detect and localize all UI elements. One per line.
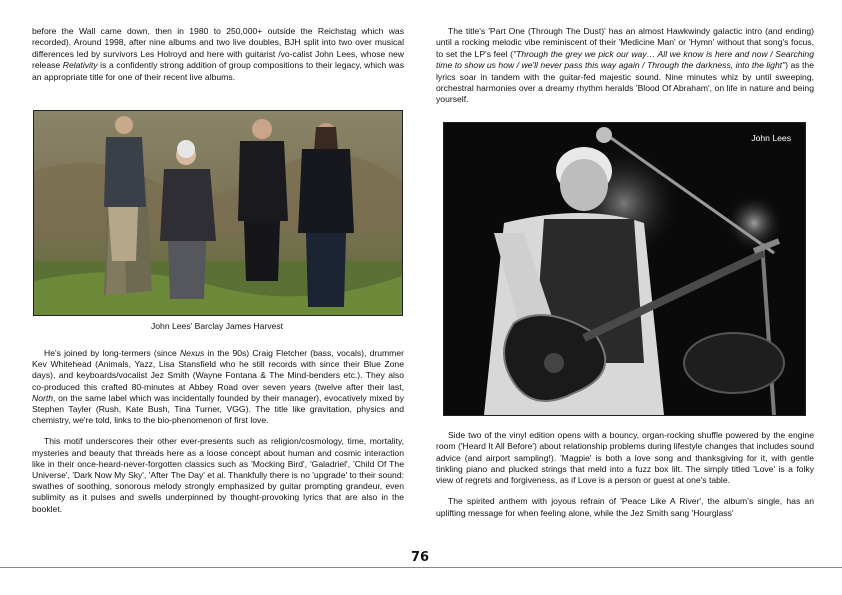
live-photo-label: John Lees xyxy=(751,133,791,143)
peace-paragraph: The spirited anthem with joyous refrain of 'Peace Like A River', the album's single, has an uplifting message for when feeling alone, while the Jez Smith sang 'Hourglass' xyxy=(436,496,814,518)
motif-paragraph: This motif underscores their other ever-presents such as religion/cosmology, time, mortality, mysteries and beauty that threads here as a loose concept about human and cosmic interaction like in their once-heard-never-forgotten classics such as 'Mocking Bird', 'Galadriel', 'Child Of The Universe', 'Dark Now My Sky', 'After The Day' et al. Thankfully there is no 'upgrade' to their sound: swathes of soothing, sonorous melody strongly emphasized by guitar prompting grandeur, even sublimity as it pulses and swells underpinned by thought-provoking lyrics that are also in the booklet. xyxy=(32,436,404,514)
left-column-intro xyxy=(32,26,404,93)
part-one-paragraph: The title's 'Part One (Through The Dust)' has an almost Hawkwindy galactic intro (and ending) until a rocking melodic vibe reminiscent of their 'Medicine Man' or 'Hymn' without that song's focus, to set the LP's feel ("Through the grey we pick our way… All we know is here and now / Searching time to show us how / we'll never pass this way again / Through the darkness, into the light") as the lyrics soar in tandem with the guitar-fed majestic sound. Nine minutes whiz by until sweeping, orchestral harmonies over a dreamy rhythm heralds 'Blood Of Abraham', on life in nature and being yourself. xyxy=(436,26,814,105)
band-photo-caption: John Lees' Barclay James Harvest xyxy=(150,321,284,331)
live-photo xyxy=(443,122,806,416)
footer-rule xyxy=(0,567,842,568)
side-two-paragraph: Side two of the vinyl edition opens with a bouncy, organ-rocking shuffle powered by the engine room ('Heard It All Before') about relationship problems during lifestyle changes that includes sound advice (and airport sampling!). 'Magpie' is both a love song and thanksgiving for it, with gentle tinkling piano and plucked strings that meld into a fuzz box lilt. The simply titled 'Love' is a folky view of regrets and forgiveness, as if Love is a person or guest at one's table. xyxy=(436,430,814,486)
band-photo xyxy=(33,110,403,316)
right-column-body xyxy=(436,430,814,529)
right-column-intro xyxy=(436,26,814,116)
live-photo-illustration xyxy=(444,123,805,415)
band-photo-illustration xyxy=(34,111,402,315)
page-number: 76 xyxy=(410,550,430,565)
intro-paragraph: before the Wall came down, then in 1980 to 250,000+ outside the Reichstag which was recorded). Around 1998, after nine albums and two live doubles, BJH split into two over musical differences led by survivors Les Holroyd and here with guitarist /vo-calist John Lees, whose new release Relativity is a confidently strong addition of group compositions to their legacy, which was an appropriate title for one of their recent live albums. xyxy=(32,26,404,82)
left-column-body xyxy=(32,348,404,525)
members-paragraph: He's joined by long-termers (since Nexus in the 90s) Craig Fletcher (bass, vocals), drummer Kev Whitehead (Animals, Yazz, Lisa Stansfield who he still records with since their Blue Zone days), and keyboards/vocalist Jez Smith (Wayne Fontana & The Mind-benders etc.). They also co-produced this crafted 80-minutes at Abbey Road over seven years (twelve after their last, North, on the same label which was incidentally founded by their manager), evocatively mixed by Stephen Tayler (Rush, Kate Bush, Tina Turner, VGG). The title like gravitation, physics and chemistry, we're told, links to the bio-phenomenon of first love. xyxy=(32,348,404,426)
